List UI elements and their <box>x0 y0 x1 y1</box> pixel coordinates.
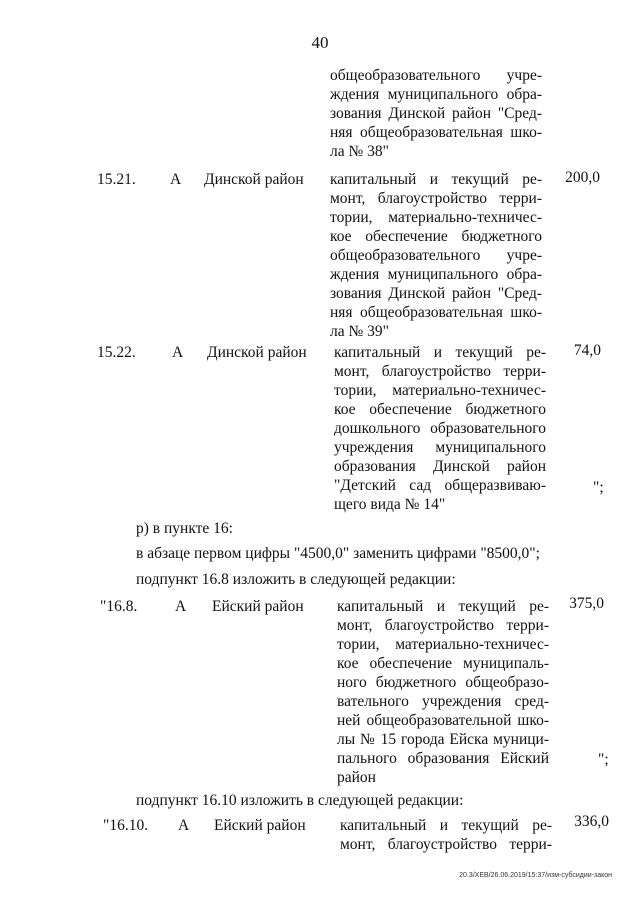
description-line: образования Динской район <box>334 458 546 475</box>
row-description <box>330 170 542 341</box>
description-line: ней общеобразовательной шко- <box>337 712 549 729</box>
description-line: ждения муниципального обра- <box>330 266 542 283</box>
description-line: тории, материально-техничес- <box>337 636 549 653</box>
row-number: 15.22. <box>97 344 136 361</box>
closing-quote: "; <box>593 479 604 496</box>
description-line: щего вида № 14" <box>334 496 446 513</box>
row-district: Ейский район <box>214 817 306 834</box>
description-line: капитальный и текущий ре- <box>334 344 546 361</box>
description-line: "Детский сад общеразвиваю- <box>334 477 546 494</box>
description-line: ждения муниципального обра- <box>330 86 542 103</box>
description-line: няя общеобразовательная шко- <box>330 124 542 141</box>
row-district: Динской район <box>204 171 304 188</box>
description-line: учреждения муниципального <box>334 439 546 456</box>
description-line: тории, материально-техничес- <box>334 382 546 399</box>
description-line: район <box>337 769 376 786</box>
paragraph-amendment: в абзаце первом цифры "4500,0" заменить цифрами "8500,0"; <box>136 545 540 562</box>
row-amount: 375,0 <box>569 595 604 612</box>
row-description <box>340 816 552 854</box>
row-district: Ейский район <box>212 598 304 615</box>
paragraph-subitem-16-10: подпункт 16.10 изложить в следующей редакции: <box>136 792 464 809</box>
description-line: капитальный и текущий ре- <box>330 171 542 188</box>
row-category: А <box>175 598 187 615</box>
description-line: капитальный и текущий ре- <box>337 598 549 615</box>
row-number: "16.8. <box>100 598 138 615</box>
description-line: пального образования Ейский <box>337 750 549 767</box>
description-line: монт, благоустройство терри- <box>337 617 549 634</box>
description-line: лы № 15 города Ейска муници- <box>337 731 549 748</box>
description-line: ного бюджетного общеобразо- <box>337 674 549 691</box>
description-line: кое обеспечение муниципаль- <box>337 655 549 672</box>
description-line: монт, благоустройство терри- <box>334 363 546 380</box>
description-line: монт, благоустройство терри- <box>330 190 542 207</box>
description-line: дошкольного образовательного <box>334 420 546 437</box>
row-amount: 200,0 <box>565 169 600 186</box>
description-line: ла № 38" <box>330 143 389 160</box>
description-line: общеобразовательного учре- <box>330 247 542 264</box>
row-number: "16.10. <box>103 817 149 834</box>
paragraph-item-r: р) в пункте 16: <box>136 520 233 537</box>
row-description <box>334 343 546 514</box>
description-line: зования Динской район "Сред- <box>330 285 542 302</box>
row-amount: 74,0 <box>573 342 601 359</box>
description-line: ла № 39" <box>330 323 389 340</box>
description-line: няя общеобразовательная шко- <box>330 304 542 321</box>
row-amount: 336,0 <box>574 813 609 830</box>
description-line: общеобразовательного учре- <box>330 67 542 84</box>
description-line: кое обеспечение бюджетного <box>330 228 542 245</box>
row-category: А <box>178 817 190 834</box>
row-district: Динской район <box>207 344 307 361</box>
row-number: 15.21. <box>97 171 136 188</box>
description-line: вательного учреждения сред- <box>337 693 549 710</box>
row-category: А <box>172 344 184 361</box>
description-line: зования Динской район "Сред- <box>330 105 542 122</box>
description-line: капитальный и текущий ре- <box>340 817 552 834</box>
description-line: кое обеспечение бюджетного <box>334 401 546 418</box>
footer-document-code: 20.3/ХЕВ/26.06.2019/15:37/изм-субсидии-закон <box>459 872 612 879</box>
row-category: А <box>170 171 182 188</box>
closing-quote: "; <box>598 751 609 768</box>
row-description <box>337 597 549 787</box>
paragraph-subitem-16-8: подпункт 16.8 изложить в следующей редакции: <box>136 571 456 588</box>
description-line: тории, материально-техничес- <box>330 209 542 226</box>
continuation-description <box>330 66 542 161</box>
description-line: монт, благоустройство терри- <box>340 836 552 853</box>
page-number: 40 <box>311 33 329 52</box>
